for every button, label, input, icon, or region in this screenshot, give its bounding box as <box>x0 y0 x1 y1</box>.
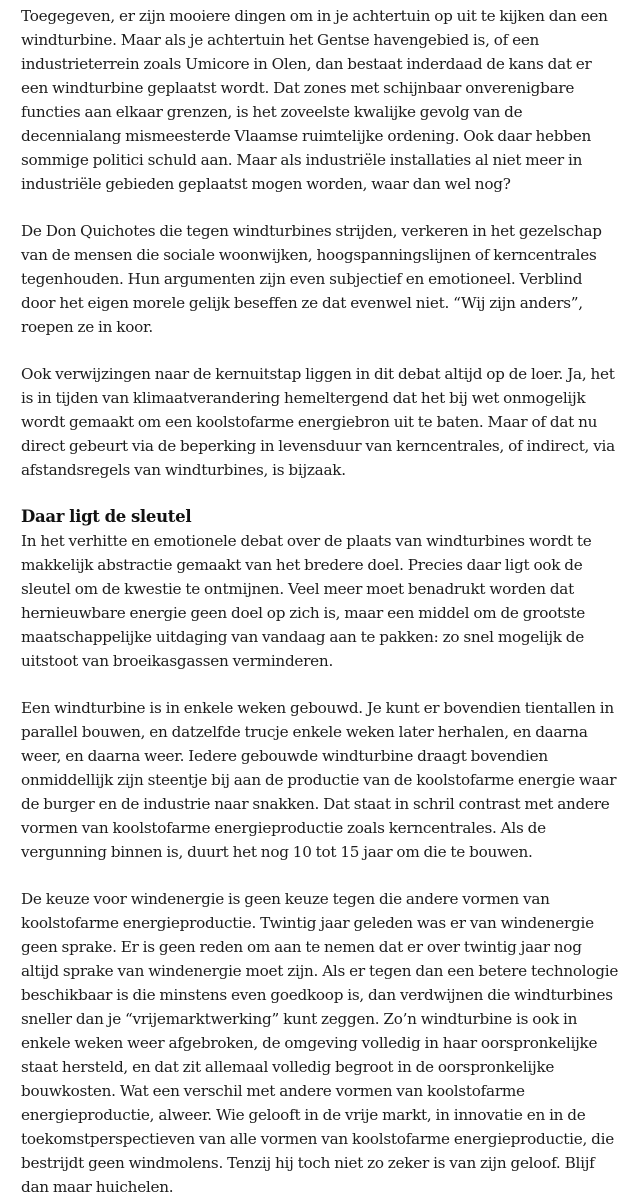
section-heading: Daar ligt de sleutel <box>21 507 192 526</box>
paragraph-section-3: De keuze voor windenergie is geen keuze tegen die andere vormen van koolstofarme energieproductie. Twintig jaar geleden was er van windenergie geen sprake. Er is geen reden om aan te nemen dat er over twintig jaar nog altijd sprake van windenergie moet zijn. Als er tegen dan een betere technologie beschikbaar is die minstens even goedkoop is, dan verdwijnen die windturbines sneller dan je “vrijemarktwerking” kunt zeggen. Zo’n windturbine is ook in enkele weken weer afgebroken, de omgeving volledig in haar oorspronkelijke staat hersteld, en dat zit allemaal volledig begroot in de oorspronkelijke bouwkosten. Wat een verschil met andere vormen van koolstofarme energieproductie, alweer. Wie gelooft in de vrije markt, in innovatie en in de toekomstperspectieven van alle vormen van koolstofarme energieproductie, die bestrijdt geen windmolens. Tenzij hij toch niet zo zeker is van zijn geloof. Blijf dan maar huichelen. <box>21 890 619 1196</box>
paragraph-intro-2: De Don Quichotes die tegen windturbines strijden, verkeren in het gezelschap van de mensen die sociale woonwijken, hoogspanningslijnen of kerncentrales tegenhouden. Hun argumenten zijn even subjectief en emotioneel. Verblind door het eigen morele gelijk beseffen ze dat evenwel niet. “Wij zijn anders”, roepen ze in koor. <box>21 222 602 336</box>
paragraph-intro-3: Ook verwijzingen naar de kernuitstap liggen in dit debat altijd op de loer. Ja, het is in tijden van klimaatverandering hemeltergend dat het bij wet onmogelijk wordt gemaakt om een koolstofarme energiebron uit te baten. Maar of dat nu direct gebeurt via de beperking in levensduur van kerncentrales, of indirect, via afstandsregels van windturbines, is bijzaak. <box>21 365 615 479</box>
paragraph-section-2: Een windturbine is in enkele weken gebouwd. Je kunt er bovendien tientallen in parallel bouwen, en datzelfde trucje enkele weken later herhalen, en daarna weer, en daarna weer. Iedere gebouwde windturbine draagt bovendien onmiddellijk zijn steentje bij aan de productie van de koolstofarme energie waar de burger en de industrie naar snakken. Dat staat in schril contrast met andere vormen van koolstofarme energieproductie zoals kerncentrales. Als de vergunning binnen is, duurt het nog 10 tot 15 jaar om die te bouwen. <box>21 699 617 861</box>
paragraph-intro-1: Toegegeven, er zijn mooiere dingen om in je achtertuin op uit te kijken dan een windturbine. Maar als je achtertuin het Gentse havengebied is, of een industrieterrein zoals Umicore in Olen, dan bestaat inderdaad de kans dat er een windturbine geplaatst wordt. Dat zones met schijnbaar onverenigbare functies aan elkaar grenzen, is het zoveelste kwalijke gevolg van de decennialang mismeesterde Vlaamse ruimtelijke ordening. Ook daar hebben sommige politici schuld aan. Maar als industriële installaties al niet meer in industriële gebieden geplaatst mogen worden, waar dan wel nog? <box>21 7 608 193</box>
paragraph-section-1: In het verhitte en emotionele debat over de plaats van windturbines wordt te makkelijk abstractie gemaakt van het bredere doel. Precies daar ligt ook de sleutel om de kwestie te ontmijnen. Veel meer moet benadrukt worden dat hernieuwbare energie geen doel op zich is, maar een middel om de grootste maatschappelijke uitdaging van vandaag aan te pakken: zo snel mogelijk de uitstoot van broeikasgassen verminderen. <box>21 532 592 670</box>
